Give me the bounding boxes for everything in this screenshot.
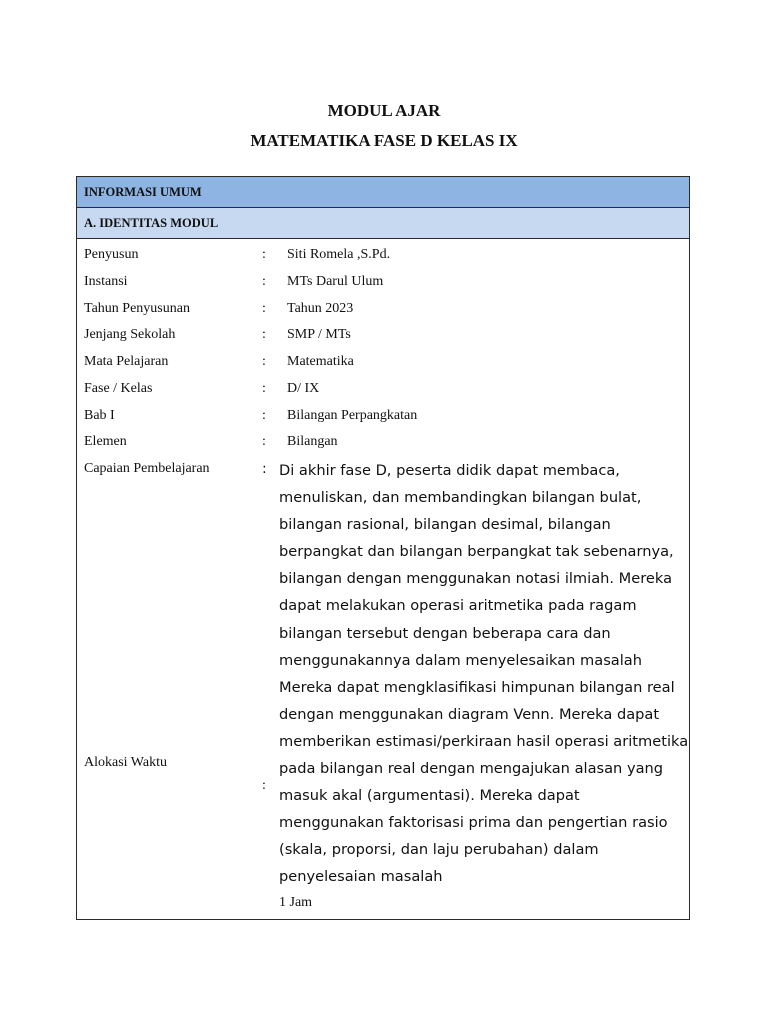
- row-label: Mata Pelajaran: [84, 354, 169, 369]
- document-subtitle: MATEMATIKA FASE D KELAS IX: [250, 131, 518, 150]
- row-label: Tahun Penyusunan: [84, 301, 190, 316]
- row-value: Bilangan: [287, 434, 338, 449]
- document-title: MODUL AJAR: [327, 101, 441, 120]
- row-value: Matematika: [287, 354, 354, 369]
- row-colon: :: [262, 381, 266, 396]
- row-label: Elemen: [84, 434, 127, 449]
- info-table: [76, 176, 690, 920]
- row-colon: :: [262, 354, 266, 369]
- row-value: Siti Romela ,S.Pd.: [287, 247, 391, 262]
- row-label: Fase / Kelas: [84, 381, 153, 396]
- table-header-informasi-umum: INFORMASI UMUM: [77, 177, 689, 208]
- table-header-identitas-modul: A. IDENTITAS MODUL: [77, 208, 689, 239]
- row-label: Jenjang Sekolah: [84, 327, 176, 342]
- capaian-colon: :: [262, 461, 267, 477]
- row-value: Tahun 2023: [287, 301, 354, 316]
- row-colon: :: [262, 434, 266, 449]
- row-value: SMP / MTs: [287, 327, 351, 342]
- row-value: D/ IX: [287, 381, 320, 396]
- row-colon: :: [262, 408, 266, 423]
- alokasi-colon: :: [262, 778, 266, 793]
- alokasi-label: Alokasi Waktu: [84, 755, 167, 770]
- capaian-label: Capaian Pembelajaran: [84, 461, 210, 476]
- row-colon: :: [262, 301, 266, 316]
- row-value: MTs Darul Ulum: [287, 274, 384, 289]
- row-colon: :: [262, 274, 266, 289]
- row-label: Bab I: [84, 408, 115, 423]
- capaian-text: Di akhir fase D, peserta didik dapat membaca, menuliskan, dan membandingkan bilangan bulat, bilangan rasional, bilangan desimal, bilangan berpangkat dan bilangan berpangkat tak sebenarnya, bilangan dengan menggunakan notasi ilmiah. Mereka dapat melakukan operasi aritmetika pada ragam bilangan tersebut dengan beberapa cara dan menggunakannya dalam menyelesaikan masalah Mereka dapat mengklasifikasi himpunan bilangan real dengan menggunakan diagram Venn. Mereka dapat memberikan estimasi/perkiraan hasil operasi aritmetika pada bilangan real dengan mengajukan alasan yang masuk akal (argumentasi). Mereka dapat menggunakan faktorisasi prima dan pengertian rasio (skala, proporsi, dan laju perubahan) dalam penyelesaian masalah: [279, 462, 689, 886]
- row-label: Instansi: [84, 274, 128, 289]
- row-colon: :: [262, 247, 266, 262]
- row-value: Bilangan Perpangkatan: [287, 408, 418, 423]
- row-label: Penyusun: [84, 247, 139, 262]
- row-colon: :: [262, 327, 266, 342]
- alokasi-value: 1 Jam: [279, 895, 313, 910]
